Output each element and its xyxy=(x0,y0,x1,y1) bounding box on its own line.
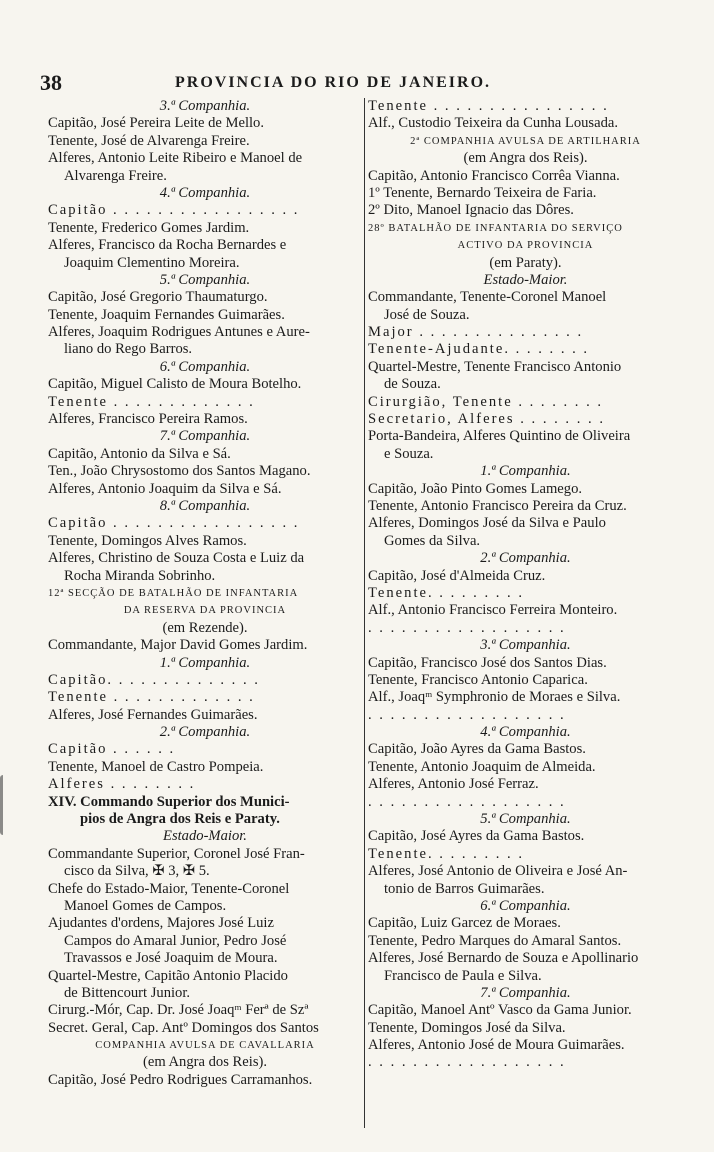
right-column-line: Tenente . . . . . . . . . . . . . . . . xyxy=(368,98,609,114)
left-column-line: Quartel-Mestre, Capitão Antonio Placido xyxy=(48,967,288,984)
right-column-line: Francisco de Paula e Silva. xyxy=(384,967,542,984)
left-column-line: Chefe do Estado-Maior, Tenente-Coronel xyxy=(48,880,290,897)
left-column-line: Joaquim Clementino Moreira. xyxy=(64,254,240,271)
right-column-line: Alferes, Antonio José de Moura Guimarães. xyxy=(368,1037,625,1054)
right-column-line: 1.ª Companhia. xyxy=(480,463,571,480)
right-column-line: 4.ª Companhia. xyxy=(480,724,571,741)
right-column-line: Tenente-Ajudante. . . . . . . . xyxy=(368,341,590,358)
left-column-line: DA RESERVA DA PROVINCIA xyxy=(123,605,287,617)
right-column-line: (em Paraty). xyxy=(489,254,562,271)
left-column-line: 7.ª Companhia. xyxy=(159,428,251,445)
left-column xyxy=(48,98,362,1089)
right-column-line: Capitão, Manoel Antº Vasco da Gama Junior. xyxy=(368,1002,632,1019)
left-column-line: Alferes, Christino de Souza Costa e Luiz da xyxy=(48,550,305,567)
right-column-line: ACTIVO DA PROVINCIA xyxy=(457,240,594,252)
right-column-line: Commandante, Tenente-Coronel Manoel xyxy=(368,289,607,306)
left-column-line: Capitão . . . . . . xyxy=(48,741,176,758)
left-column-line: Capitão . . . . . . . . . . . . . . . . . xyxy=(48,202,300,219)
right-column-line: Estado-Maior. xyxy=(483,271,568,288)
right-column-line: 5.ª Companhia. xyxy=(480,811,571,828)
left-column-line: 4.ª Companhia. xyxy=(159,184,251,201)
left-column-line: de Bittencourt Junior. xyxy=(64,984,191,1001)
right-column-line: Secretario, Alferes . . . . . . . . xyxy=(368,411,605,428)
right-column-line: e Souza. xyxy=(384,445,434,462)
right-column-line: Capitão, Luiz Garcez de Moraes. xyxy=(368,915,561,932)
left-column-line: Travassos e José Joaquim de Moura. xyxy=(64,950,278,967)
left-column-line: (em Angra dos Reis). xyxy=(142,1054,268,1071)
left-column-line: 6.ª Companhia. xyxy=(159,358,251,375)
left-column-line: Tenente, Joaquim Fernandes Guimarães. xyxy=(48,306,285,323)
left-column-line: Ten., João Chrysostomo dos Santos Magano. xyxy=(48,463,311,480)
right-column-line: de Souza. xyxy=(384,376,441,393)
right-column-line: 28º BATALHÃO DE INFANTARIA DO SERVIÇO xyxy=(368,222,623,234)
left-column-line: 12ª SECÇÃO DE BATALHÃO DE INFANTARIA xyxy=(48,587,299,599)
right-column-line: 2º Dito, Manoel Ignacio das Dôres. xyxy=(368,202,574,219)
right-column-line: Capitão, José Ayres da Gama Bastos. xyxy=(368,828,585,845)
left-column-line: Alferes, José Fernandes Guimarães. xyxy=(48,706,258,723)
right-column-line: Capitão, Antonio Francisco Corrêa Vianna. xyxy=(368,167,620,184)
left-column-line: Ajudantes d'ordens, Majores José Luiz xyxy=(48,915,274,932)
left-column-line: Capitão, José Pereira Leite de Mello. xyxy=(48,115,264,132)
right-column-line: José de Souza. xyxy=(384,306,470,323)
left-column-line: Alferes, Joaquim Rodrigues Antunes e Aure- xyxy=(48,324,310,341)
right-column-line: Alf., Joaqᵐ Symphronio de Moraes e Silva. xyxy=(368,689,621,706)
right-column-line: Alferes, José Antonio de Oliveira e José An- xyxy=(368,863,628,880)
right-column-line: Tenente. . . . . . . . . xyxy=(368,845,524,862)
left-column-line: Tenente, Manoel de Castro Pompeia. xyxy=(48,758,264,775)
left-column-line: Alferes . . . . . . . . xyxy=(48,776,196,793)
right-column-line: . . . . . . . . . . . . . . . . . . xyxy=(368,1054,566,1071)
left-column-line: COMPANHIA AVULSA DE CAVALLARIA xyxy=(95,1040,315,1052)
left-column-line: 3.ª Companhia. xyxy=(159,98,251,114)
left-column-line: Capitão. . . . . . . . . . . . . . xyxy=(48,671,260,688)
right-column-line: Capitão, João Ayres da Gama Bastos. xyxy=(368,741,586,758)
right-column-line: Major . . . . . . . . . . . . . . . xyxy=(368,324,584,341)
page-header xyxy=(0,70,714,96)
left-column-line: Commandante, Major David Gomes Jardim. xyxy=(48,637,308,654)
left-column-line: Rocha Miranda Sobrinho. xyxy=(64,567,216,584)
left-column-line: pios de Angra dos Reis e Paraty. xyxy=(80,811,280,828)
right-column-line: 6.ª Companhia. xyxy=(480,897,571,914)
right-column-line: . . . . . . . . . . . . . . . . . . xyxy=(368,706,566,723)
right-column-line: 7.ª Companhia. xyxy=(480,984,571,1001)
left-column-line: Tenente . . . . . . . . . . . . . xyxy=(48,689,255,706)
right-column-line: Tenente, Domingos José da Silva. xyxy=(368,1019,566,1036)
right-column-line: Gomes da Silva. xyxy=(384,532,481,549)
right-column-line: Tenente. . . . . . . . . xyxy=(368,584,524,601)
right-column-line: 2ª COMPANHIA AVULSA DE ARTILHARIA xyxy=(410,135,641,147)
running-title: PROVINCIA DO RIO DE JANEIRO. xyxy=(175,74,492,91)
left-column-line: Tenente, Frederico Gomes Jardim. xyxy=(48,219,250,236)
right-column-line: Tenente, Francisco Antonio Caparica. xyxy=(368,671,588,688)
right-column-line: (em Angra dos Reis). xyxy=(463,150,588,167)
left-column-line: 8.ª Companhia. xyxy=(159,497,251,514)
right-column-line: 2.ª Companhia. xyxy=(480,550,571,567)
left-column-line: Alferes, Francisco da Rocha Bernardes e xyxy=(48,237,287,254)
right-column-line: Tenente, Antonio Joaquim de Almeida. xyxy=(368,758,596,775)
column-divider xyxy=(364,98,365,1128)
left-column-line: Capitão, Miguel Calisto de Moura Botelho. xyxy=(48,376,302,393)
right-column-line: Alf., Custodio Teixeira da Cunha Lousada. xyxy=(368,115,618,132)
left-column-line: Tenente, Domingos Alves Ramos. xyxy=(48,532,247,549)
right-column-line: tonio de Barros Guimarães. xyxy=(384,880,545,897)
left-column-line: 1.ª Companhia. xyxy=(159,654,251,671)
right-column-line: . . . . . . . . . . . . . . . . . . xyxy=(368,793,566,810)
right-column-line: Alf., Antonio Francisco Ferreira Monteiro. xyxy=(368,602,618,619)
left-column-line: Estado-Maior. xyxy=(163,828,247,845)
left-column-line: Capitão, José Gregorio Thaumaturgo. xyxy=(48,289,268,306)
page-number: 38 xyxy=(40,70,62,95)
right-column-line: Capitão, João Pinto Gomes Lamego. xyxy=(368,480,583,497)
right-column-line: Alferes, José Bernardo de Souza e Apollinario xyxy=(368,950,639,967)
left-column-line: Capitão, José Pedro Rodrigues Carramanhos. xyxy=(48,1071,313,1088)
left-column-line: XIV. Commando Superior dos Munici- xyxy=(48,793,290,810)
left-column-line: Cirurg.-Mór, Cap. Dr. José Joaqᵐ Ferª de Szª xyxy=(48,1002,309,1019)
right-column-line: Capitão, Francisco José dos Santos Dias. xyxy=(368,654,607,671)
right-column-line: 1º Tenente, Bernardo Teixeira de Faria. xyxy=(368,184,597,201)
right-column-line: Tenente, Antonio Francisco Pereira da Cruz. xyxy=(368,497,627,514)
left-column-line: Secret. Geral, Cap. Antº Domingos dos Santos xyxy=(48,1019,319,1036)
left-column-line: Alferes, Antonio Joaquim da Silva e Sá. xyxy=(48,480,282,497)
binding-mark xyxy=(0,775,19,835)
right-column-line: Capitão, José d'Almeida Cruz. xyxy=(368,567,546,584)
right-column-line: Quartel-Mestre, Tenente Francisco Antonio xyxy=(368,358,622,375)
left-column-line: Alvarenga Freire. xyxy=(64,167,167,184)
left-column-line: Alferes, Antonio Leite Ribeiro e Manoel de xyxy=(48,150,303,167)
right-column-line: Cirurgião, Tenente . . . . . . . . xyxy=(368,393,604,410)
right-column-line: 3.ª Companhia. xyxy=(480,637,571,654)
right-column-line: Alferes, Antonio José Ferraz. xyxy=(368,776,539,793)
right-column xyxy=(368,98,683,1072)
left-column-line: Tenente . . . . . . . . . . . . . xyxy=(48,393,255,410)
right-column-line: Alferes, Domingos José da Silva e Paulo xyxy=(368,515,606,532)
left-column-line: liano do Rego Barros. xyxy=(64,341,193,358)
right-column-line: Tenente, Pedro Marques do Amaral Santos. xyxy=(368,932,622,949)
left-column-line: Capitão, Antonio da Silva e Sá. xyxy=(48,445,231,462)
left-column-line: Alferes, Francisco Pereira Ramos. xyxy=(48,411,248,428)
left-column-line: Campos do Amaral Junior, Pedro José xyxy=(64,932,287,949)
left-column-line: 5.ª Companhia. xyxy=(159,271,251,288)
right-column-line: Porta-Bandeira, Alferes Quintino de Oliveira xyxy=(368,428,631,445)
left-column-line: cisco da Silva, ✠ 3, ✠ 5. xyxy=(64,863,210,880)
left-column-line: 2.ª Companhia. xyxy=(159,724,251,741)
left-column-line: Tenente, José de Alvarenga Freire. xyxy=(48,132,250,149)
left-column-line: Capitão . . . . . . . . . . . . . . . . . xyxy=(48,515,300,532)
left-column-line: Manoel Gomes de Campos. xyxy=(64,897,227,914)
left-column-line: Commandante Superior, Coronel José Fran- xyxy=(48,845,305,862)
left-column-line: (em Rezende). xyxy=(162,619,248,636)
right-column-line: . . . . . . . . . . . . . . . . . . xyxy=(368,619,566,636)
